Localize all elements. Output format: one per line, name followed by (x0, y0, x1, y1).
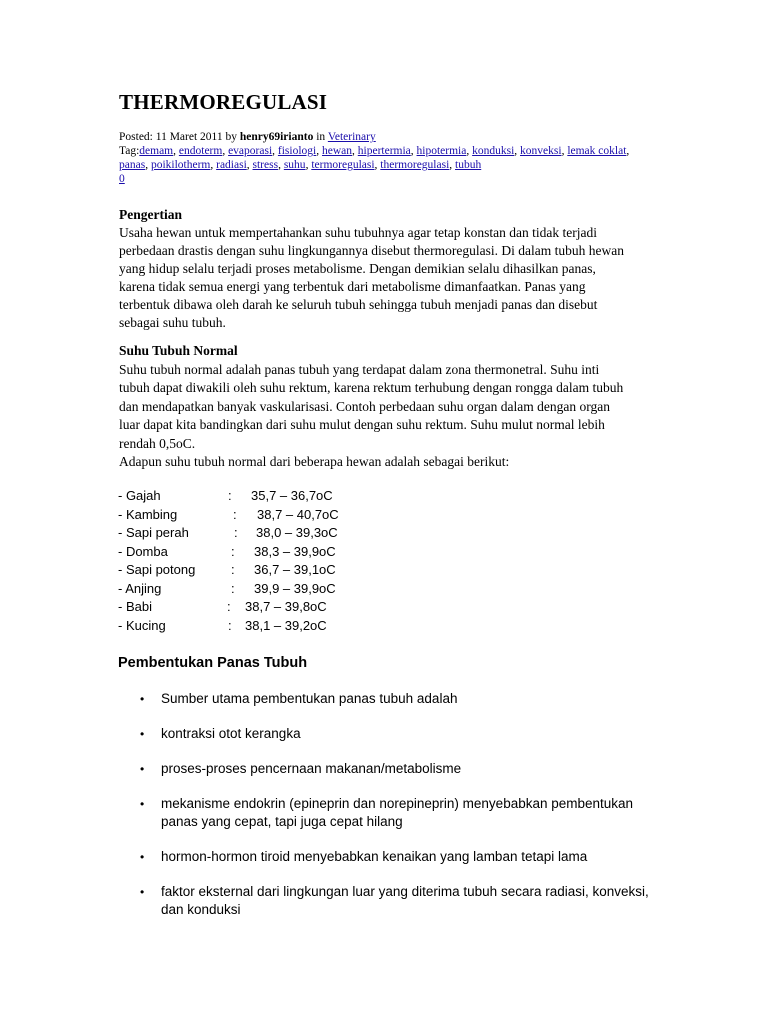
paragraph-line: rendah 0,5oC. (119, 435, 196, 451)
colon: : (234, 525, 238, 540)
bullet-text: mekanisme endokrin (epineprin dan norepineprin) menyebabkan pembentukan panas yang cepat, tapi juga cepat hilang (161, 796, 634, 829)
temperature-range: 35,7 – 36,7oC (251, 488, 333, 503)
section-suhu-tubuh-normal (119, 342, 649, 472)
list-item (118, 725, 658, 743)
temperature-range: 38,1 – 39,2oC (245, 617, 327, 633)
tag-link[interactable]: poikilotherm (150, 159, 211, 171)
tags-line (119, 144, 659, 172)
paragraph-line: luar dapat kita bandingkan dari suhu mulut dengan suhu rektum. Suhu mulut normal lebih (119, 417, 605, 432)
bullet-icon: • (140, 762, 145, 776)
in-word: in (313, 131, 328, 143)
tag-separator: , (316, 145, 322, 157)
colon: : (231, 543, 235, 559)
bullet-text: hormon-hormon tiroid menyebabkan kenaikan yang lamban tetapi lama (161, 849, 588, 864)
colon: : (228, 488, 232, 503)
author-name: henry69irianto (239, 131, 314, 143)
temperature-range: 38,0 – 39,3oC (256, 525, 338, 540)
animal-name: - Anjing (118, 580, 162, 596)
colon: : (227, 599, 231, 614)
bullet-icon: • (140, 850, 145, 864)
bullet-text: Sumber utama pembentukan panas tubuh adalah (161, 691, 458, 706)
tag-prefix: Tag: (119, 145, 140, 157)
temperature-range: 38,7 – 40,7oC (257, 506, 339, 522)
tag-separator: , (352, 145, 358, 157)
page-title: THERMOREGULASI (119, 90, 328, 114)
paragraph-line: perbedaan drastis dengan suhu lingkungannya disebut thermoregulasi. Di dalam tubuh hewan (119, 243, 624, 258)
list-item (118, 848, 658, 866)
tag-link[interactable]: termoregulasi (311, 159, 375, 171)
animal-name: - Kucing (118, 617, 166, 633)
paragraph-line: Usaha hewan untuk mempertahankan suhu tubuhnya agar tetap konstan dan tidak terjadi (119, 225, 597, 240)
tag-separator: , (514, 145, 521, 157)
tag-separator: , (222, 145, 229, 157)
paragraph-line: sebagai suhu tubuh. (119, 315, 226, 330)
tag-link[interactable]: suhu (283, 159, 306, 171)
comments-count-link[interactable]: 0 (119, 173, 125, 185)
bullet-text: proses-proses pencernaan makanan/metabolisme (161, 761, 462, 776)
tag-separator: , (210, 159, 217, 171)
animal-name: - Babi (118, 599, 152, 614)
animal-name: - Domba (118, 543, 168, 559)
paragraph-line: yang hidup selalu terjadi proses metabolisme. Dengan demikian selalu dihasilkan panas, (119, 261, 596, 276)
tag-link[interactable]: demam (139, 145, 174, 157)
tag-link[interactable]: konveksi (520, 145, 562, 157)
bullet-icon: • (140, 727, 145, 741)
animal-name: - Sapi potong (118, 562, 196, 577)
tag-separator: , (246, 159, 253, 171)
bullet-icon: • (140, 692, 145, 706)
list-item (118, 690, 658, 708)
tag-link[interactable]: evaporasi (228, 145, 273, 157)
section-heading-pembentukan: Pembentukan Panas Tubuh (118, 655, 308, 671)
tag-list (119, 145, 629, 171)
posted-prefix: Posted: 11 Maret 2011 by (119, 131, 240, 143)
animal-name: - Sapi perah (118, 525, 189, 540)
tag-separator: , (626, 145, 630, 157)
tag-link[interactable]: thermoregulasi (380, 159, 450, 171)
tag-separator: , (449, 159, 456, 171)
tag-separator: , (410, 145, 417, 157)
list-item (118, 883, 658, 919)
temperature-range: 39,9 – 39,9oC (254, 580, 336, 596)
colon: : (233, 506, 237, 522)
paragraph-line: karena tidak semua energi yang terbentuk dari metabolisme dimanfaatkan. Panas yang (119, 279, 586, 294)
tag-separator: , (305, 159, 312, 171)
comments-line (119, 172, 659, 186)
temperature-range: 36,7 – 39,1oC (254, 562, 336, 577)
tag-link[interactable]: fisiologi (277, 145, 317, 157)
tag-separator: , (272, 145, 278, 157)
paragraph-line: tubuh dapat diwakili oleh suhu rektum, karena rektum terhubung dengan rongga dalam tubuh (119, 380, 624, 395)
category-link[interactable]: Veterinary (327, 131, 376, 143)
tag-separator: , (278, 159, 284, 171)
colon: : (231, 580, 235, 596)
colon: : (228, 617, 232, 633)
list-item (118, 760, 658, 778)
tag-separator: , (466, 145, 473, 157)
tag-link[interactable]: stress (252, 159, 279, 171)
bullet-icon: • (140, 885, 145, 899)
paragraph-line: Adapun suhu tubuh normal dari beberapa hewan adalah sebagai berikut: (119, 454, 510, 469)
section-pengertian (119, 206, 649, 332)
tag-separator: , (173, 145, 179, 157)
tag-link[interactable]: konduksi (472, 145, 515, 157)
paragraph-line: dan mendapatkan banyak vaskularisasi. Contoh perbedaan suhu organ dalam dengan organ (119, 398, 610, 414)
tag-link[interactable]: panas (119, 159, 146, 171)
tag-link[interactable]: hewan (322, 145, 353, 157)
colon: : (231, 562, 235, 577)
tag-link[interactable]: tubuh (455, 159, 482, 171)
section-heading: Suhu Tubuh Normal (119, 343, 238, 358)
section-heading: Pengertian (119, 207, 182, 222)
list-item (118, 795, 658, 831)
tag-separator: , (561, 145, 568, 157)
tag-separator: , (374, 159, 381, 171)
tag-link[interactable]: hipertermia (357, 145, 411, 157)
tag-separator: , (145, 159, 151, 171)
tag-link[interactable]: radiasi (216, 159, 247, 171)
posted-line (119, 130, 659, 144)
paragraph-line: Suhu tubuh normal adalah panas tubuh yang terdapat dalam zona thermonetral. Suhu inti (119, 361, 600, 377)
temperature-range: 38,3 – 39,9oC (254, 543, 336, 559)
animal-name: - Gajah (118, 488, 161, 503)
paragraph-line: terbentuk dibawa oleh darah ke seluruh tubuh sehingga tubuh menjadi panas dan disebut (119, 297, 598, 312)
animal-name: - Kambing (118, 506, 178, 522)
tag-link[interactable]: hipotermia (416, 145, 467, 157)
bullet-icon: • (140, 797, 145, 811)
tag-link[interactable]: lemak coklat (567, 145, 627, 157)
heat-sources-list (118, 690, 658, 936)
tag-link[interactable]: endoterm (178, 145, 223, 157)
temperature-range: 38,7 – 39,8oC (245, 599, 327, 614)
bullet-text: kontraksi otot kerangka (161, 726, 301, 741)
bullet-text: faktor eksternal dari lingkungan luar yang diterima tubuh secara radiasi, konveksi, dan konduksi (161, 884, 649, 917)
post-meta (119, 130, 659, 186)
